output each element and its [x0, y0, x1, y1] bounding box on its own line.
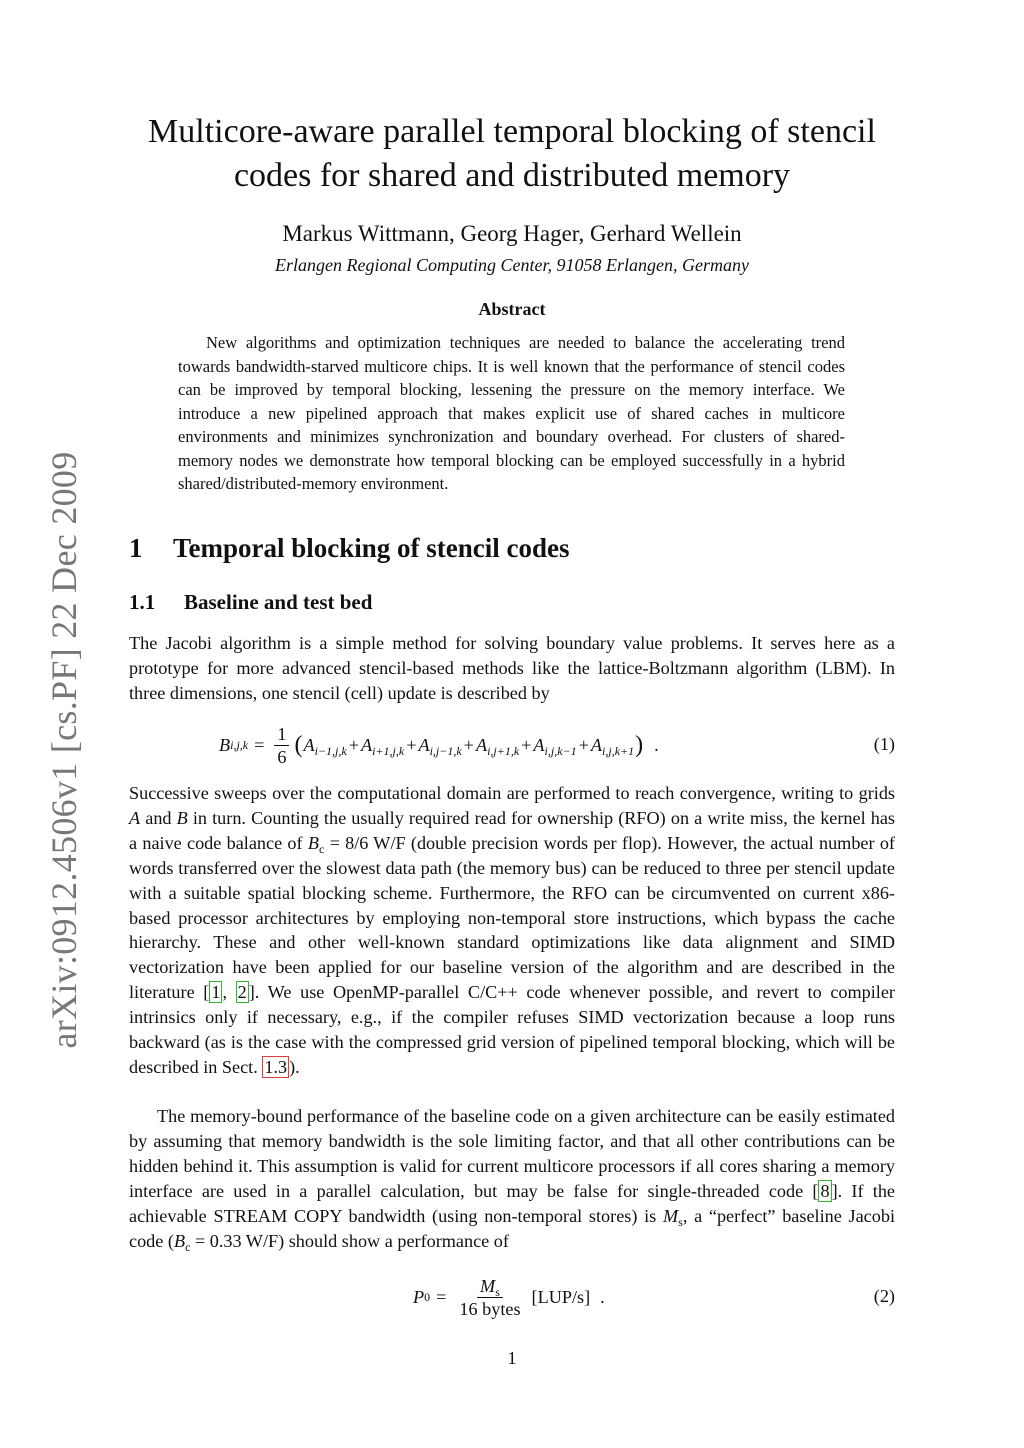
paragraph-jacobi-intro: The Jacobi algorithm is a simple method for solving boundary value problems. It serves here as a prototype for more advanced stencil-based methods like the lattice-Boltzmann algorithm (LBM). In three dimensions, one stencil (cell) update is described by — [129, 633, 895, 703]
eq2-frac-den: 16 bytes — [459, 1298, 521, 1319]
eq1-frac-den: 6 — [277, 746, 287, 767]
eq1-paren-close: ) — [635, 731, 644, 758]
eq1-term-var: A — [533, 734, 545, 755]
abstract-heading: Abstract — [478, 299, 546, 319]
arxiv-stamp-text: arXiv:0912.4506v1 [cs.PF] 22 Dec 2009 — [44, 451, 84, 1049]
equation-1-body — [219, 720, 659, 770]
equation-1 — [129, 720, 895, 770]
paper-title — [110, 110, 914, 198]
citation-link-8[interactable]: 8 — [820, 1180, 830, 1201]
eq2-num-sub: s — [495, 1284, 500, 1299]
eq2-lhs: P — [413, 1286, 425, 1307]
math-sub-c: c — [185, 1239, 191, 1254]
math-var-Bc: B — [173, 1230, 186, 1251]
math-sub-c: c — [318, 841, 325, 856]
text-run: ). — [289, 1056, 300, 1077]
paragraph-memory-bound — [129, 1104, 895, 1253]
author-list: Markus Wittmann, Georg Hager, Gerhard Wellein — [282, 221, 742, 246]
page-number: 1 — [507, 1348, 517, 1368]
eq2-equals: = — [436, 1286, 447, 1307]
eq1-trailing-period: . — [654, 734, 659, 755]
eq1-term-var: A — [418, 734, 430, 755]
abstract-body: New algorithms and optimization techniques are needed to balance the accelerating trend towards bandwidth-starved multicore chips. It is well known that the performance of stencil codes can be improved by temporal blocking, lessening the pressure on the memory interface. We introduce a new pipelined approach that makes explicit use of shared caches in multicore environments and minimizes synchronization and boundary overhead. For clusters of shared-memory nodes we demonstrate how temporal blocking can be employed successfully in a hybrid shared/distributed-memory environment. — [178, 333, 845, 493]
math-var-A: A — [129, 807, 141, 828]
eq1-term-var: A — [360, 734, 373, 755]
text-run: , a “perfect” baseline Jacobi code ( — [129, 1205, 895, 1251]
eq2-fraction — [456, 1275, 523, 1320]
affiliation: Erlangen Regional Computing Center, 91058 Erlangen, Germany — [275, 255, 749, 275]
citation-link-1[interactable]: 1 — [211, 982, 221, 1003]
equation-1-number: (1) — [873, 734, 895, 754]
math-var-M: M — [662, 1205, 679, 1226]
paragraph-sweeps — [129, 781, 895, 1080]
math-var-B: B — [176, 807, 188, 828]
equation-2 — [129, 1272, 895, 1322]
eq1-operator: + — [406, 734, 417, 755]
text-run: The memory-bound performance of the baseline code on a given architecture can be easily estimated by assuming that memory bandwidth is the sole limiting factor, and that all other contributions can be hidden behind it. This assumption is valid for current multicore processors if all cores sharing a memory interface are used in a parallel calculation, but may be false for single-threaded code [ — [129, 1106, 895, 1201]
subsection-1-1-heading — [129, 588, 372, 616]
section-ref-link[interactable]: 1.3 — [264, 1056, 288, 1077]
math-sub-s: s — [678, 1214, 683, 1229]
text-run: and — [140, 807, 177, 828]
eq1-operator: + — [521, 734, 532, 755]
citation-link-2[interactable]: 2 — [237, 982, 247, 1003]
section-1-heading — [129, 530, 570, 566]
eq1-paren-open: ( — [294, 731, 303, 758]
text-run: = 8/6 W/F (double precision words per flop). However, the actual number of words transferred over the slowest data path (the memory bus) can be reduced to three per stencil update with a suitable spatial blocking scheme. Furthermore, the RFO can be circumvented on current x86-based processor architectures by employing non-temporal store instructions, which bypass the cache hierarchy. These and other well-known standard optimizations like data alignment and SIMD vectorization have been applied for our baseline version of the algorithm and are described in the literature [ — [129, 832, 895, 1003]
eq1-term-sub: i,j−1,k — [429, 743, 462, 758]
eq1-term-sub: i,j,k−1 — [544, 743, 577, 758]
equation-2-body: P 0 = $\frac{M_s}{\text{16 bytes}}$ [LUP/s] . — [413, 1275, 605, 1319]
eq1-lhs: B — [219, 734, 231, 755]
eq2-unit: [LUP/s] — [531, 1286, 591, 1307]
eq1-term-var: A — [303, 734, 315, 755]
eq1-term-var: A — [475, 734, 488, 755]
text-run: , — [222, 982, 236, 1003]
section-title: Temporal blocking of stencil codes — [173, 533, 570, 563]
eq2-frac-num — [477, 1275, 503, 1298]
title-line-2: codes for shared and distributed memory — [233, 157, 791, 194]
eq2-trailing-period: . — [600, 1286, 605, 1307]
text-run: Successive sweeps over the computational domain are performed to reach convergence, writing to grids — [129, 783, 895, 803]
eq1-term-var: A — [590, 734, 603, 755]
equation-2-number: (2) — [873, 1286, 895, 1306]
subsection-number: 1.1 — [129, 590, 156, 614]
eq1-operator: + — [348, 734, 359, 755]
title-line-1: Multicore-aware parallel temporal blocking of stencil — [148, 113, 876, 150]
eq1-term-sub: i,j,k+1 — [602, 743, 635, 758]
eq1-terms — [303, 735, 634, 756]
text-run: ]. We use OpenMP-parallel C/C++ code whenever possible, and revert to compiler intrinsics only if necessary, e.g., if the compiler refuses SIMD vectorization because a loop runs backward (as is the case with the compressed grid version of pipelined temporal blocking, which will be described in Sect. — [129, 982, 895, 1077]
eq1-fraction — [274, 723, 289, 768]
math-var-Bc: B — [307, 832, 319, 853]
text-run: ]. If the achievable STREAM COPY bandwidth (using non-temporal stores) is — [129, 1180, 895, 1226]
section-number: 1 — [129, 533, 143, 563]
text-run: in turn. Counting the usually required read for ownership (RFO) on a write miss, the kernel has a naive code balance of — [129, 807, 895, 853]
eq1-equals: = — [254, 734, 265, 755]
subsection-title: Baseline and test bed — [184, 590, 373, 614]
eq2-num-var: M — [480, 1275, 496, 1296]
eq1-frac-num: 1 — [274, 723, 289, 746]
eq1-operator: + — [578, 734, 589, 755]
eq1-term-sub: i+1,j,k — [372, 743, 405, 758]
eq1-term-sub: i−1,j,k — [314, 743, 347, 758]
text-run: = 0.33 W/F) should show a performance of — [190, 1230, 509, 1251]
eq1-term-sub: i,j+1,k — [487, 743, 520, 758]
eq1-operator: + — [463, 734, 474, 755]
eq1-lhs-sub: i,j,k — [230, 738, 249, 752]
